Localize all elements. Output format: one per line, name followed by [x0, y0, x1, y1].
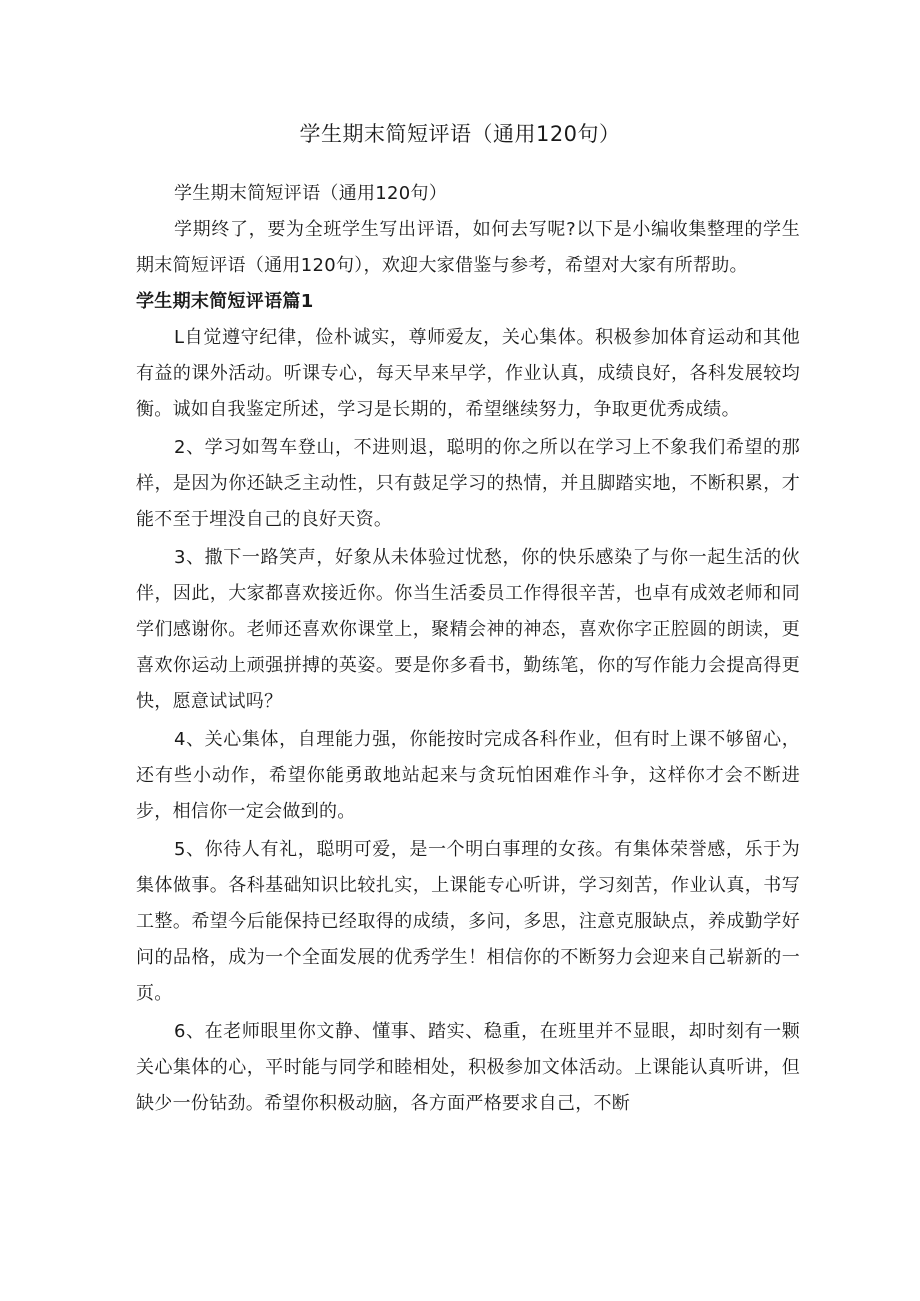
document-title: 学生期末简短评语（通用120句） [299, 122, 621, 146]
comment-item-6: 6、在老师眼里你文静、懂事、踏实、稳重，在班里并不显眼，却时刻有一颗关心集体的心，平时能与同学和睦相处，积极参加文体活动。上课能认真听讲，但缺少一份钻劲。希望你积极动脑，各方面严格要求自己，不断 [136, 1021, 800, 1114]
comment-item-3: 3、撒下一路笑声，好象从未体验过忧愁，你的快乐感染了与你一起生活的伙伴，因此，大家都喜欢接近你。你当生活委员工作得很辛苦，也卓有成效老师和同学们感谢你。老师还喜欢你课堂上，聚精会神的神态，喜欢你字正腔圆的朗读，更喜欢你运动上顽强拼搏的英姿。要是你多看书，勤练笔，你的写作能力会提高得更快，愿意试试吗？ [136, 547, 800, 712]
section-heading: 学生期末简短评语篇1 [136, 291, 314, 312]
comment-item-5: 5、你待人有礼，聪明可爱，是一个明白事理的女孩。有集体荣誉感，乐于为集体做事。各科基础知识比较扎实，上课能专心听讲，学习刻苦，作业认真，书写工整。希望今后能保持已经取得的成绩，多问，多思，注意克服缺点，养成勤学好问的品格，成为一个全面发展的优秀学生！相信你的不断努力会迎来自己崭新的一页。 [136, 839, 800, 1004]
document-subtitle: 学生期末简短评语（通用120句） [174, 183, 448, 204]
comment-item-2: 2、学习如驾车登山，不进则退，聪明的你之所以在学习上不象我们希望的那样，是因为你还缺乏主动性，只有鼓足学习的热情，并且脚踏实地，不断积累，才能不至于埋没自己的良好天资。 [136, 437, 800, 530]
intro-paragraph: 学期终了，要为全班学生写出评语，如何去写呢?以下是小编收集整理的学生期末简短评语（通用120句），欢迎大家借鉴与参考，希望对大家有所帮助。 [136, 219, 800, 276]
comment-item-1: L自觉遵守纪律，俭朴诚实，尊师爱友，关心集体。积极参加体育运动和其他有益的课外活动。听课专心，每天早来早学，作业认真，成绩良好，各科发展较均衡。诚如自我鉴定所述，学习是长期的，希望继续努力，争取更优秀成绩。 [136, 327, 800, 420]
comment-item-4: 4、关心集体，自理能力强，你能按时完成各科作业，但有时上课不够留心，还有些小动作，希望你能勇敢地站起来与贪玩怕困难作斗争，这样你才会不断进步，相信你一定会做到的。 [136, 729, 800, 822]
document-body [136, 176, 800, 1124]
